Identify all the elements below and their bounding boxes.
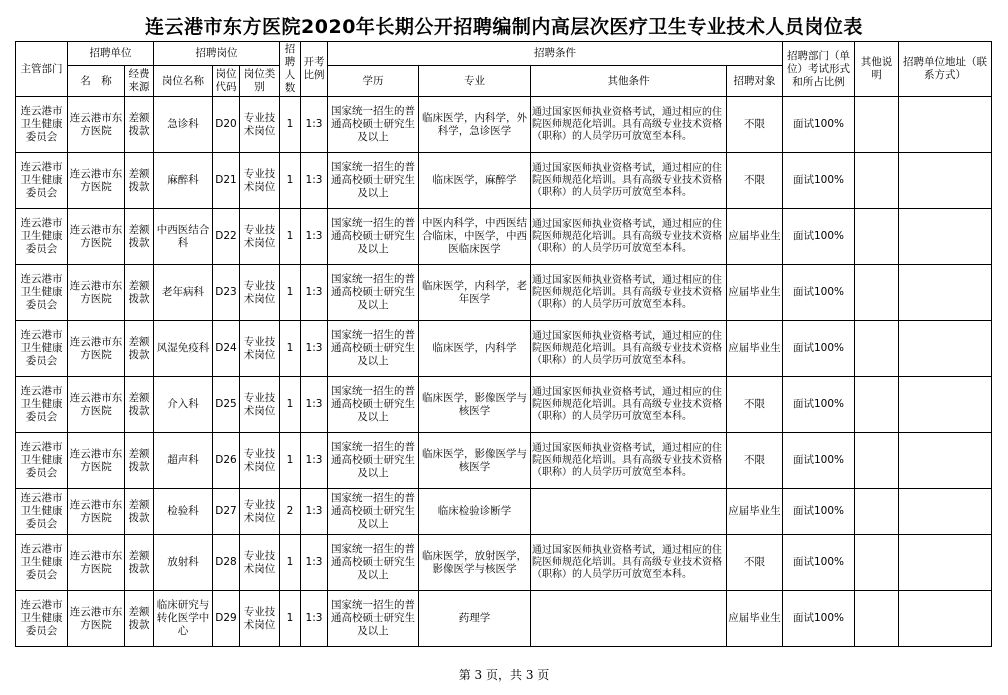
cell-addr [899, 377, 992, 433]
header-major: 专业 [419, 66, 531, 97]
cell-count: 1 [280, 153, 301, 209]
cell-target: 不限 [727, 535, 783, 591]
cell-target: 应届毕业生 [727, 321, 783, 377]
cell-funding: 差额拨款 [125, 489, 154, 535]
cell-major: 临床医学，影像医学与核医学 [419, 433, 531, 489]
cell-count: 2 [280, 489, 301, 535]
cell-unit: 连云港市东方医院 [68, 265, 125, 321]
cell-type: 专业技术岗位 [240, 591, 280, 647]
cell-education: 国家统一招生的普通高校硕士研究生及以上 [328, 97, 419, 153]
cell-exam: 面试100% [783, 489, 855, 535]
cell-exam: 面试100% [783, 591, 855, 647]
header-post-name: 岗位名称 [154, 66, 213, 97]
cell-ratio: 1:3 [301, 433, 328, 489]
cell-code: D20 [213, 97, 240, 153]
cell-dept: 连云港市卫生健康委员会 [16, 265, 68, 321]
cell-addr [899, 209, 992, 265]
cell-exam: 面试100% [783, 535, 855, 591]
cell-education: 国家统一招生的普通高校硕士研究生及以上 [328, 591, 419, 647]
cell-type: 专业技术岗位 [240, 97, 280, 153]
cell-other: 通过国家医师执业资格考试，通过相应的住院医师规范化培训。具有高级专业技术资格（职称）的人员学历可放宽至本科。 [531, 153, 727, 209]
cell-note [855, 433, 899, 489]
table-row [16, 97, 992, 153]
cell-type: 专业技术岗位 [240, 209, 280, 265]
cell-other: 通过国家医师执业资格考试，通过相应的住院医师规范化培训。具有高级专业技术资格（职称）的人员学历可放宽至本科。 [531, 321, 727, 377]
cell-funding: 差额拨款 [125, 377, 154, 433]
cell-exam: 面试100% [783, 153, 855, 209]
cell-major: 临床医学，放射医学，影像医学与核医学 [419, 535, 531, 591]
cell-other: 通过国家医师执业资格考试，通过相应的住院医师规范化培训。具有高级专业技术资格（职称）的人员学历可放宽至本科。 [531, 209, 727, 265]
cell-code: D25 [213, 377, 240, 433]
cell-addr [899, 535, 992, 591]
cell-unit: 连云港市东方医院 [68, 489, 125, 535]
cell-type: 专业技术岗位 [240, 265, 280, 321]
table-row [16, 377, 992, 433]
cell-post: 检验科 [154, 489, 213, 535]
cell-post: 风湿免疫科 [154, 321, 213, 377]
cell-ratio: 1:3 [301, 265, 328, 321]
cell-funding: 差额拨款 [125, 591, 154, 647]
header-addr: 招聘单位地址（联系方式） [899, 42, 992, 97]
cell-ratio: 1:3 [301, 153, 328, 209]
cell-education: 国家统一招生的普通高校硕士研究生及以上 [328, 209, 419, 265]
cell-dept: 连云港市卫生健康委员会 [16, 153, 68, 209]
cell-education: 国家统一招生的普通高校硕士研究生及以上 [328, 535, 419, 591]
cell-major: 临床医学，影像医学与核医学 [419, 377, 531, 433]
cell-unit: 连云港市东方医院 [68, 433, 125, 489]
table-row [16, 489, 992, 535]
cell-funding: 差额拨款 [125, 265, 154, 321]
cell-major: 临床医学，内科学 [419, 321, 531, 377]
positions-table [15, 41, 992, 647]
cell-post: 急诊科 [154, 97, 213, 153]
cell-note [855, 97, 899, 153]
header-target: 招聘对象 [727, 66, 783, 97]
cell-note [855, 321, 899, 377]
table-row [16, 535, 992, 591]
header-exam: 招聘部门（单位）考试形式和所占比例 [783, 42, 855, 97]
cell-code: D21 [213, 153, 240, 209]
cell-funding: 差额拨款 [125, 535, 154, 591]
cell-target: 不限 [727, 97, 783, 153]
header-other: 其他条件 [531, 66, 727, 97]
cell-note [855, 591, 899, 647]
cell-code: D29 [213, 591, 240, 647]
cell-count: 1 [280, 377, 301, 433]
cell-dept: 连云港市卫生健康委员会 [16, 489, 68, 535]
cell-education: 国家统一招生的普通高校硕士研究生及以上 [328, 153, 419, 209]
cell-code: D22 [213, 209, 240, 265]
cell-dept: 连云港市卫生健康委员会 [16, 433, 68, 489]
header-dept: 主管部门 [16, 42, 68, 97]
cell-code: D23 [213, 265, 240, 321]
cell-other: 通过国家医师执业资格考试，通过相应的住院医师规范化培训。具有高级专业技术资格（职称）的人员学历可放宽至本科。 [531, 265, 727, 321]
cell-exam: 面试100% [783, 97, 855, 153]
cell-major: 临床医学，麻醉学 [419, 153, 531, 209]
cell-post: 临床研究与转化医学中心 [154, 591, 213, 647]
table-row [16, 433, 992, 489]
header-count: 招聘人数 [280, 42, 301, 97]
cell-major: 临床医学，内科学，老年医学 [419, 265, 531, 321]
table-row [16, 153, 992, 209]
table-row [16, 321, 992, 377]
header-ratio: 开考比例 [301, 42, 328, 97]
table-row [16, 209, 992, 265]
cell-other: 通过国家医师执业资格考试，通过相应的住院医师规范化培训。具有高级专业技术资格（职称）的人员学历可放宽至本科。 [531, 535, 727, 591]
cell-note [855, 265, 899, 321]
cell-unit: 连云港市东方医院 [68, 153, 125, 209]
header-post-group: 招聘岗位 [154, 42, 280, 66]
cell-funding: 差额拨款 [125, 433, 154, 489]
cell-count: 1 [280, 97, 301, 153]
cell-exam: 面试100% [783, 433, 855, 489]
cell-dept: 连云港市卫生健康委员会 [16, 377, 68, 433]
header-funding: 经费来源 [125, 66, 154, 97]
cell-ratio: 1:3 [301, 209, 328, 265]
cell-type: 专业技术岗位 [240, 153, 280, 209]
page-number: 第 3 页，共 3 页 [458, 668, 550, 682]
cell-major: 药理学 [419, 591, 531, 647]
cell-target: 应届毕业生 [727, 591, 783, 647]
cell-note [855, 489, 899, 535]
cell-target: 不限 [727, 433, 783, 489]
cell-post: 老年病科 [154, 265, 213, 321]
cell-funding: 差额拨款 [125, 153, 154, 209]
cell-unit: 连云港市东方医院 [68, 377, 125, 433]
cell-dept: 连云港市卫生健康委员会 [16, 97, 68, 153]
cell-note [855, 535, 899, 591]
cell-dept: 连云港市卫生健康委员会 [16, 209, 68, 265]
header-post-type: 岗位类别 [240, 66, 280, 97]
header-cond-group: 招聘条件 [328, 42, 783, 66]
cell-ratio: 1:3 [301, 489, 328, 535]
cell-other: 通过国家医师执业资格考试，通过相应的住院医师规范化培训。具有高级专业技术资格（职称）的人员学历可放宽至本科。 [531, 433, 727, 489]
cell-post: 麻醉科 [154, 153, 213, 209]
cell-addr [899, 265, 992, 321]
cell-other: 通过国家医师执业资格考试，通过相应的住院医师规范化培训。具有高级专业技术资格（职称）的人员学历可放宽至本科。 [531, 377, 727, 433]
cell-post: 超声科 [154, 433, 213, 489]
cell-addr [899, 591, 992, 647]
table-row [16, 591, 992, 647]
cell-addr [899, 97, 992, 153]
cell-code: D27 [213, 489, 240, 535]
cell-addr [899, 433, 992, 489]
cell-addr [899, 321, 992, 377]
cell-count: 1 [280, 209, 301, 265]
cell-ratio: 1:3 [301, 97, 328, 153]
cell-count: 1 [280, 535, 301, 591]
table-body [16, 97, 992, 647]
cell-note [855, 153, 899, 209]
cell-dept: 连云港市卫生健康委员会 [16, 591, 68, 647]
cell-education: 国家统一招生的普通高校硕士研究生及以上 [328, 265, 419, 321]
cell-code: D26 [213, 433, 240, 489]
cell-major: 临床检验诊断学 [419, 489, 531, 535]
cell-count: 1 [280, 433, 301, 489]
cell-unit: 连云港市东方医院 [68, 321, 125, 377]
header-unit-group: 招聘单位 [68, 42, 154, 66]
cell-type: 专业技术岗位 [240, 489, 280, 535]
cell-other [531, 591, 727, 647]
cell-type: 专业技术岗位 [240, 377, 280, 433]
cell-note [855, 377, 899, 433]
cell-funding: 差额拨款 [125, 209, 154, 265]
table-row [16, 265, 992, 321]
cell-count: 1 [280, 265, 301, 321]
cell-major: 临床医学，内科学，外科学，急诊医学 [419, 97, 531, 153]
cell-target: 不限 [727, 153, 783, 209]
cell-education: 国家统一招生的普通高校硕士研究生及以上 [328, 377, 419, 433]
cell-education: 国家统一招生的普通高校硕士研究生及以上 [328, 433, 419, 489]
cell-type: 专业技术岗位 [240, 535, 280, 591]
cell-other: 通过国家医师执业资格考试，通过相应的住院医师规范化培训。具有高级专业技术资格（职称）的人员学历可放宽至本科。 [531, 97, 727, 153]
cell-post: 放射科 [154, 535, 213, 591]
cell-ratio: 1:3 [301, 321, 328, 377]
cell-dept: 连云港市卫生健康委员会 [16, 321, 68, 377]
cell-ratio: 1:3 [301, 377, 328, 433]
cell-exam: 面试100% [783, 265, 855, 321]
cell-unit: 连云港市东方医院 [68, 97, 125, 153]
cell-dept: 连云港市卫生健康委员会 [16, 535, 68, 591]
cell-exam: 面试100% [783, 321, 855, 377]
cell-target: 不限 [727, 377, 783, 433]
cell-unit: 连云港市东方医院 [68, 591, 125, 647]
cell-ratio: 1:3 [301, 535, 328, 591]
cell-funding: 差额拨款 [125, 321, 154, 377]
cell-addr [899, 489, 992, 535]
cell-unit: 连云港市东方医院 [68, 209, 125, 265]
page-title: 连云港市东方医院2020年长期公开招聘编制内高层次医疗卫生专业技术人员岗位表 [145, 16, 863, 38]
cell-education: 国家统一招生的普通高校硕士研究生及以上 [328, 489, 419, 535]
cell-target: 应届毕业生 [727, 265, 783, 321]
cell-code: D24 [213, 321, 240, 377]
header-unit-name: 名 称 [68, 66, 125, 97]
cell-count: 1 [280, 321, 301, 377]
header-note: 其他说明 [855, 42, 899, 97]
cell-type: 专业技术岗位 [240, 321, 280, 377]
cell-other [531, 489, 727, 535]
cell-note [855, 209, 899, 265]
header-education: 学历 [328, 66, 419, 97]
cell-count: 1 [280, 591, 301, 647]
cell-education: 国家统一招生的普通高校硕士研究生及以上 [328, 321, 419, 377]
cell-exam: 面试100% [783, 209, 855, 265]
cell-post: 中西医结合科 [154, 209, 213, 265]
cell-post: 介入科 [154, 377, 213, 433]
cell-major: 中医内科学，中西医结合临床，中医学，中西医临床医学 [419, 209, 531, 265]
cell-type: 专业技术岗位 [240, 433, 280, 489]
cell-code: D28 [213, 535, 240, 591]
cell-target: 应届毕业生 [727, 489, 783, 535]
cell-unit: 连云港市东方医院 [68, 535, 125, 591]
cell-target: 应届毕业生 [727, 209, 783, 265]
header-post-code: 岗位代码 [213, 66, 240, 97]
cell-addr [899, 153, 992, 209]
cell-ratio: 1:3 [301, 591, 328, 647]
table-header [16, 42, 992, 97]
cell-funding: 差额拨款 [125, 97, 154, 153]
cell-exam: 面试100% [783, 377, 855, 433]
